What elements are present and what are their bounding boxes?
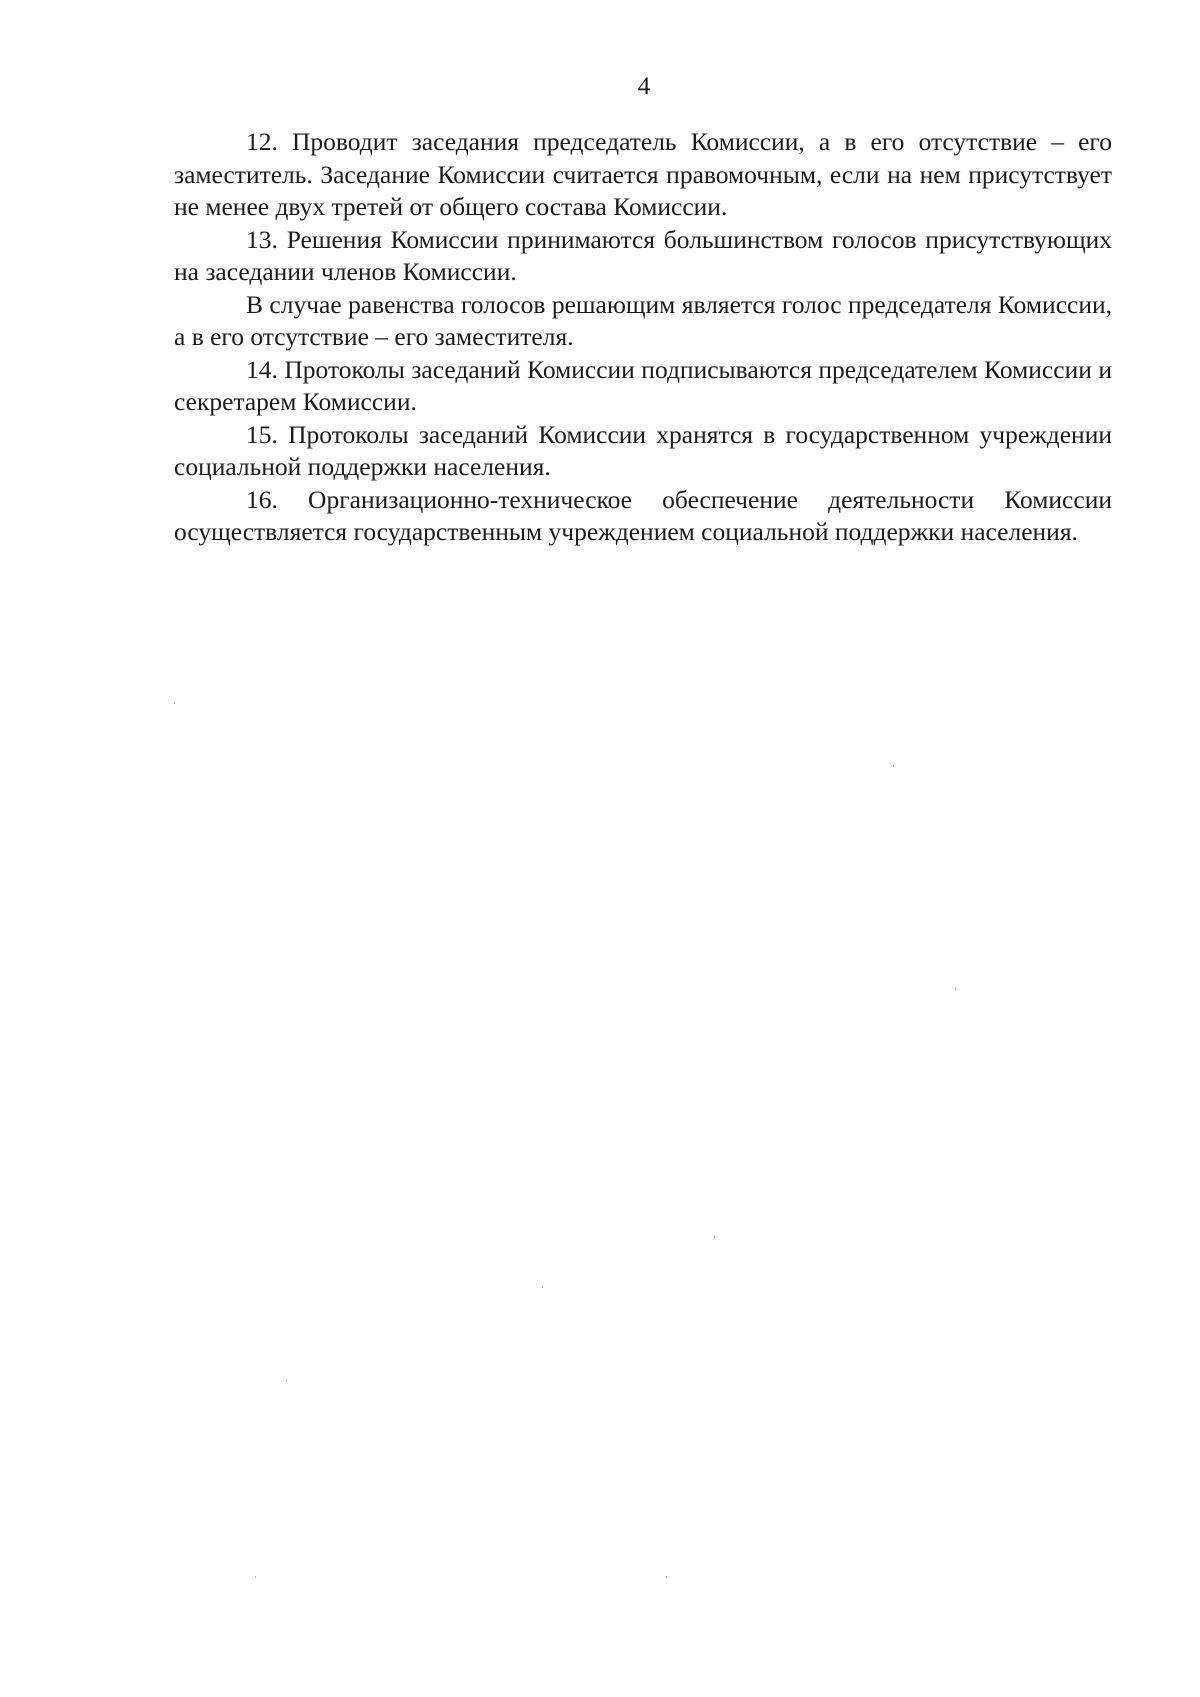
- page-number: 4: [637, 73, 651, 100]
- paragraph-15: 15. Протоколы заседаний Комиссии хранятся в государственном учреждении социальной поддержки населения.: [174, 419, 1112, 481]
- scan-speck: [714, 1236, 715, 1238]
- document-body: [174, 126, 1112, 549]
- scan-speck: [174, 702, 175, 704]
- scan-speck: [542, 1286, 543, 1288]
- paragraph-16: 16. Организационно-техническое обеспечение деятельности Комиссии осуществляется государственным учреждением социальной поддержки населения.: [174, 484, 1112, 546]
- scan-speck: [893, 765, 894, 767]
- scan-speck: [955, 988, 956, 990]
- scan-speck: [286, 1380, 287, 1382]
- paragraph-13: 13. Решения Комиссии принимаются большинством голосов присутствующих на заседании членов Комиссии.: [174, 224, 1112, 286]
- paragraph-12: 12. Проводит заседания председатель Комиссии, а в его отсутствие – его заместитель. Заседание Комиссии считается правомочным, если на нем присутствует не менее двух третей от общего состава Комиссии.: [174, 127, 1112, 221]
- paragraph-13-continued: В случае равенства голосов решающим является голос председателя Комиссии, а в его отсутствие – его заместителя.: [174, 289, 1112, 351]
- scan-speck: [666, 1576, 667, 1578]
- scan-speck: [255, 1576, 256, 1578]
- paragraph-14: 14. Протоколы заседаний Комиссии подписываются председателем Комиссии и секретарем Комиссии.: [174, 354, 1112, 416]
